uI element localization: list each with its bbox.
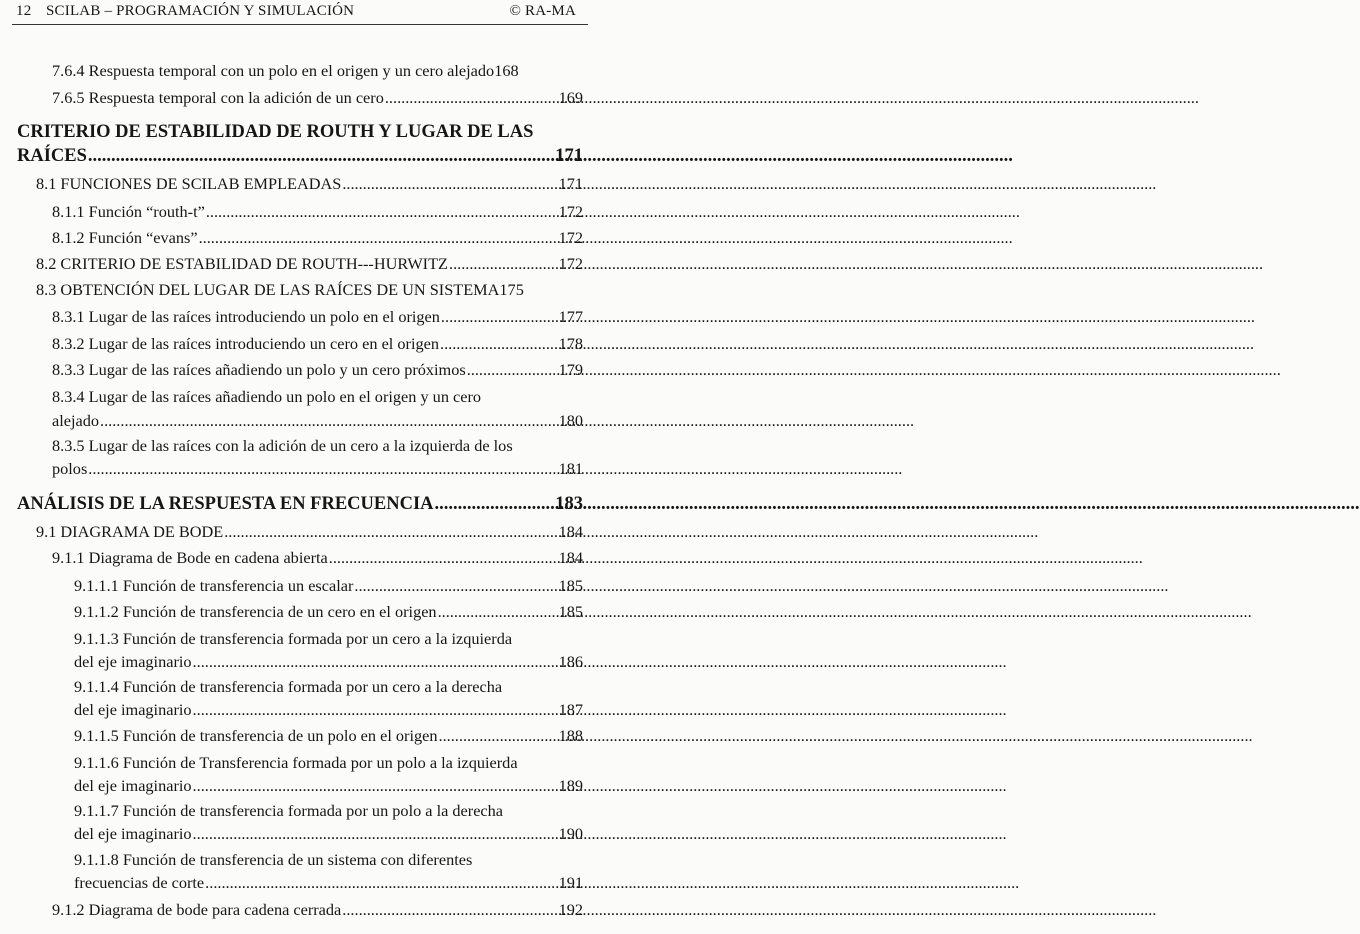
page-number: 12 xyxy=(16,3,32,19)
leader-dots xyxy=(438,602,558,622)
publisher-mark: © RA-MA xyxy=(509,3,576,19)
toc-entry-8-3-4[interactable] xyxy=(52,411,583,431)
toc-entry-8-3-4-line1: 8.3.4 Lugar de las raíces añadiendo un polo en el origen y un cero xyxy=(52,387,482,406)
toc-page-number: 175 xyxy=(499,280,524,299)
toc-entry-8-2[interactable] xyxy=(36,254,583,274)
leader-dots xyxy=(206,202,558,222)
toc-page-number: 180 xyxy=(558,411,583,430)
toc-entry-text: polos xyxy=(52,459,88,478)
toc-page-number: 190 xyxy=(558,824,583,843)
toc-page-number: 172 xyxy=(558,254,583,273)
toc-entry-8-3-3[interactable] xyxy=(52,360,583,380)
toc-page-number: 172 xyxy=(558,228,583,247)
toc-entry-9-1-1-6[interactable] xyxy=(74,776,583,796)
leader-dots xyxy=(342,900,557,920)
toc-entry-9-1-1-4-line1: 9.1.1.4 Función de transferencia formada por un cero a la derecha xyxy=(74,677,503,696)
toc-entry-9-1[interactable] xyxy=(36,522,583,542)
leader-dots xyxy=(435,494,555,515)
toc-entry-text: del eje imaginario xyxy=(74,700,192,719)
toc-page-number: 185 xyxy=(558,602,583,621)
toc-page-number: 168 xyxy=(494,61,519,80)
toc-page-number: 192 xyxy=(558,900,583,919)
toc-page-number: 178 xyxy=(558,334,583,353)
toc-chapter-8[interactable] xyxy=(17,146,583,167)
toc-entry-9-1-1-7-line1: 9.1.1.7 Función de transferencia formada por un polo a la derecha xyxy=(74,801,504,820)
toc-entry-text: 9.1 DIAGRAMA DE BODE xyxy=(36,522,224,541)
leader-dots xyxy=(88,146,554,167)
toc-page-number: 184 xyxy=(558,522,583,541)
toc-entry-9-1-1[interactable] xyxy=(52,548,583,568)
toc-page-number: 184 xyxy=(558,548,583,567)
toc-entry-8-1-2[interactable] xyxy=(52,228,583,248)
toc-entry-8-3-1[interactable] xyxy=(52,307,583,327)
toc-entry-text: 8.3.3 Lugar de las raíces añadiendo un polo y un cero próximos xyxy=(52,360,466,379)
toc-page-number: 172 xyxy=(558,202,583,221)
toc-entry-text: del eje imaginario xyxy=(74,652,192,671)
chapter-8-title-line: CRITERIO DE ESTABILIDAD DE ROUTH Y LUGAR DE LAS xyxy=(17,122,534,142)
toc-page-number: 177 xyxy=(558,307,583,326)
leader-dots xyxy=(193,824,558,844)
toc-entry-9-1-1-5[interactable] xyxy=(74,726,583,746)
toc-entry-text: 9.1.1.5 Función de transferencia de un polo en el origen xyxy=(74,726,438,745)
leader-dots xyxy=(205,873,557,893)
leader-dots xyxy=(354,576,557,596)
toc-page-number: 186 xyxy=(558,652,583,671)
toc-entry-7-6-4[interactable] xyxy=(52,61,583,81)
toc-entry-text: 8.2 CRITERIO DE ESTABILIDAD DE ROUTH---HURWITZ xyxy=(36,254,448,273)
toc-page-number: 191 xyxy=(558,873,583,892)
toc-entry-text: frecuencias de corte xyxy=(74,873,205,892)
toc-entry-text: ANÁLISIS DE LA RESPUESTA EN FRECUENCIA xyxy=(17,494,434,514)
leader-dots xyxy=(224,522,557,542)
toc-entry-7-6-5[interactable] xyxy=(52,88,583,108)
toc-entry-text: del eje imaginario xyxy=(74,776,192,795)
toc-entry-text: 8.3 OBTENCIÓN DEL LUGAR DE LAS RAÍCES DE UN SISTEMA xyxy=(36,280,500,299)
leader-dots xyxy=(385,88,558,108)
toc-entry-text: 8.3.2 Lugar de las raíces introduciendo un cero en el origen xyxy=(52,334,439,353)
toc-entry-9-1-1-1[interactable] xyxy=(74,576,583,596)
leader-dots xyxy=(329,548,558,568)
toc-entry-9-1-1-2[interactable] xyxy=(74,602,583,622)
toc-page-number: 188 xyxy=(558,726,583,745)
toc-page-number: 187 xyxy=(558,700,583,719)
toc-entry-9-1-1-8[interactable] xyxy=(74,873,583,893)
toc-page-number: 171 xyxy=(555,146,583,166)
toc-entry-8-3-2[interactable] xyxy=(52,334,583,354)
toc-chapter-9[interactable] xyxy=(17,494,583,515)
toc-entry-9-1-1-8-line1: 9.1.1.8 Función de transferencia de un sistema con diferentes xyxy=(74,850,473,869)
leader-dots xyxy=(100,411,558,431)
leader-dots xyxy=(199,228,558,248)
toc-entry-text: 7.6.4 Respuesta temporal con un polo en el origen y un cero alejado xyxy=(52,61,495,80)
toc-page-number: 179 xyxy=(558,360,583,379)
toc-entry-8-1-1[interactable] xyxy=(52,202,583,222)
toc-entry-text: 9.1.1 Diagrama de Bode en cadena abierta xyxy=(52,548,328,567)
toc-entry-8-3-5[interactable] xyxy=(52,459,583,479)
toc-entry-text: alejado xyxy=(52,411,100,430)
toc-entry-9-1-2[interactable] xyxy=(52,900,583,920)
toc-entry-9-1-1-7[interactable] xyxy=(74,824,583,844)
leader-dots xyxy=(88,459,557,479)
toc-entry-9-1-1-3[interactable] xyxy=(74,652,583,672)
toc-entry-text: 8.1 FUNCIONES DE SCILAB EMPLEADAS xyxy=(36,174,342,193)
toc-entry-text: RAÍCES xyxy=(17,146,87,166)
toc-page-number: 183 xyxy=(555,494,583,514)
toc-page-number: 169 xyxy=(558,88,583,107)
running-header xyxy=(12,0,588,25)
toc-page-number: 181 xyxy=(558,459,583,478)
leader-dots xyxy=(342,174,557,194)
toc-entry-text: 9.1.1.1 Función de transferencia un escalar xyxy=(74,576,354,595)
toc-entry-text: 8.1.1 Función “routh-t” xyxy=(52,202,205,221)
toc-entry-9-1-1-3-line1: 9.1.1.3 Función de transferencia formada por un cero a la izquierda xyxy=(74,629,513,648)
toc-entry-8-3-5-line1: 8.3.5 Lugar de las raíces con la adición de un cero a la izquierda de los xyxy=(52,436,513,455)
leader-dots xyxy=(193,700,558,720)
leader-dots xyxy=(449,254,558,274)
toc-entry-text: 9.1.2 Diagrama de bode para cadena cerrada xyxy=(52,900,342,919)
leader-dots xyxy=(439,726,558,746)
toc-entry-text: 9.1.1.2 Función de transferencia de un cero en el origen xyxy=(74,602,437,621)
toc-entry-9-1-1-6-line1: 9.1.1.6 Función de Transferencia formada por un polo a la izquierda xyxy=(74,753,518,772)
toc-page-number: 189 xyxy=(558,776,583,795)
toc-entry-text: 8.3.1 Lugar de las raíces introduciendo un polo en el origen xyxy=(52,307,440,326)
leader-dots xyxy=(467,360,558,380)
toc-entry-text: del eje imaginario xyxy=(74,824,192,843)
leader-dots xyxy=(193,652,558,672)
toc-entry-8-3[interactable] xyxy=(36,280,583,300)
leader-dots xyxy=(441,307,558,327)
toc-entry-8-1[interactable] xyxy=(36,174,583,194)
book-title: SCILAB – PROGRAMACIÓN Y SIMULACIÓN xyxy=(46,3,355,19)
toc-entry-text: 8.1.2 Función “evans” xyxy=(52,228,198,247)
toc-page-number: 171 xyxy=(558,174,583,193)
leader-dots xyxy=(193,776,558,796)
leader-dots xyxy=(440,334,558,354)
toc-entry-9-1-1-4[interactable] xyxy=(74,700,583,720)
toc-entry-text: 7.6.5 Respuesta temporal con la adición de un cero xyxy=(52,88,384,107)
toc-page-number: 185 xyxy=(558,576,583,595)
